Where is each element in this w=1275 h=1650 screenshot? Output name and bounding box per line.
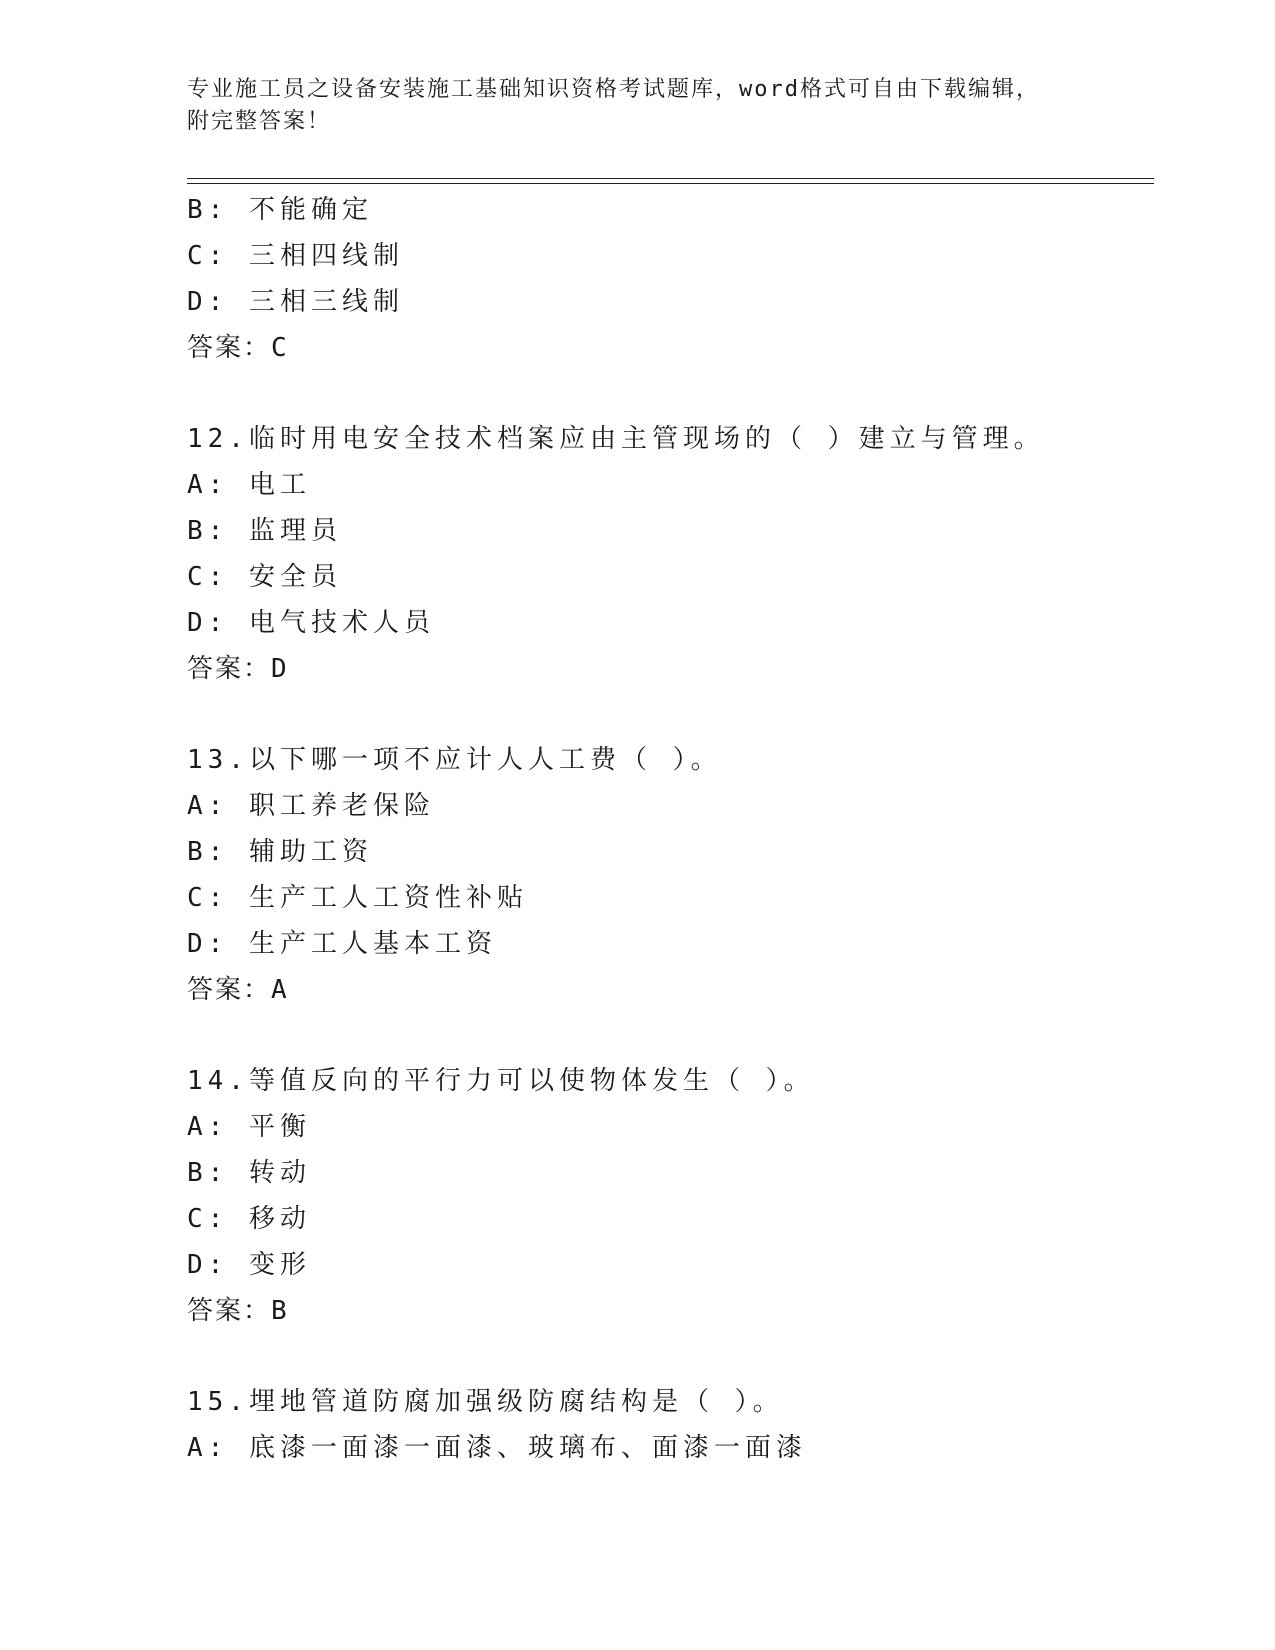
option-c: C: 移动: [187, 1204, 311, 1234]
option-b: B: 不能确定: [187, 195, 373, 225]
option-c: C: 三相四线制: [187, 241, 404, 271]
option-b: B: 转动: [187, 1158, 311, 1188]
question-list: [187, 187, 1147, 1471]
option-b: B: 辅助工资: [187, 837, 373, 867]
option-c: C: 安全员: [187, 562, 342, 592]
answer-line: 答案：A: [187, 975, 289, 1005]
answer-line: 答案：D: [187, 654, 289, 684]
header-divider-bottom: [187, 183, 1154, 184]
option-a: A: 平衡: [187, 1112, 311, 1142]
option-d: D: 变形: [187, 1250, 311, 1280]
option-b: B: 监理员: [187, 516, 342, 546]
question-11-tail: [187, 187, 1147, 371]
option-c: C: 生产工人工资性补贴: [187, 883, 528, 913]
question-stem: 13.以下哪一项不应计人人工费（ ）。: [187, 745, 722, 775]
option-a: A: 电工: [187, 470, 311, 500]
question-spacer: [187, 371, 1147, 416]
answer-line: 答案：C: [187, 333, 289, 363]
option-d: D: 生产工人基本工资: [187, 929, 497, 959]
question-stem: 15.埋地管道防腐加强级防腐结构是（ ）。: [187, 1387, 784, 1417]
header-line-2: 附完整答案！: [187, 109, 332, 134]
option-a: A: 底漆一面漆一面漆、玻璃布、面漆一面漆: [187, 1433, 807, 1463]
header-divider-top: [187, 178, 1154, 179]
option-d: D: 电气技术人员: [187, 608, 435, 638]
question-spacer: [187, 692, 1147, 737]
option-d: D: 三相三线制: [187, 287, 404, 317]
question-12: [187, 416, 1147, 692]
option-a: A: 职工养老保险: [187, 791, 435, 821]
question-stem: 12.临时用电安全技术档案应由主管现场的（ ）建立与管理。: [187, 424, 1045, 454]
question-13: [187, 737, 1147, 1013]
header-line-1: 专业施工员之设备安装施工基础知识资格考试题库，word格式可自由下载编辑，: [187, 77, 1040, 102]
answer-line: 答案：B: [187, 1296, 289, 1326]
question-spacer: [187, 1334, 1147, 1379]
question-spacer: [187, 1013, 1147, 1058]
question-15: [187, 1379, 1147, 1471]
document-header: [187, 74, 1087, 138]
question-stem: 14.等值反向的平行力可以使物体发生（ ）。: [187, 1066, 815, 1096]
question-14: [187, 1058, 1147, 1334]
